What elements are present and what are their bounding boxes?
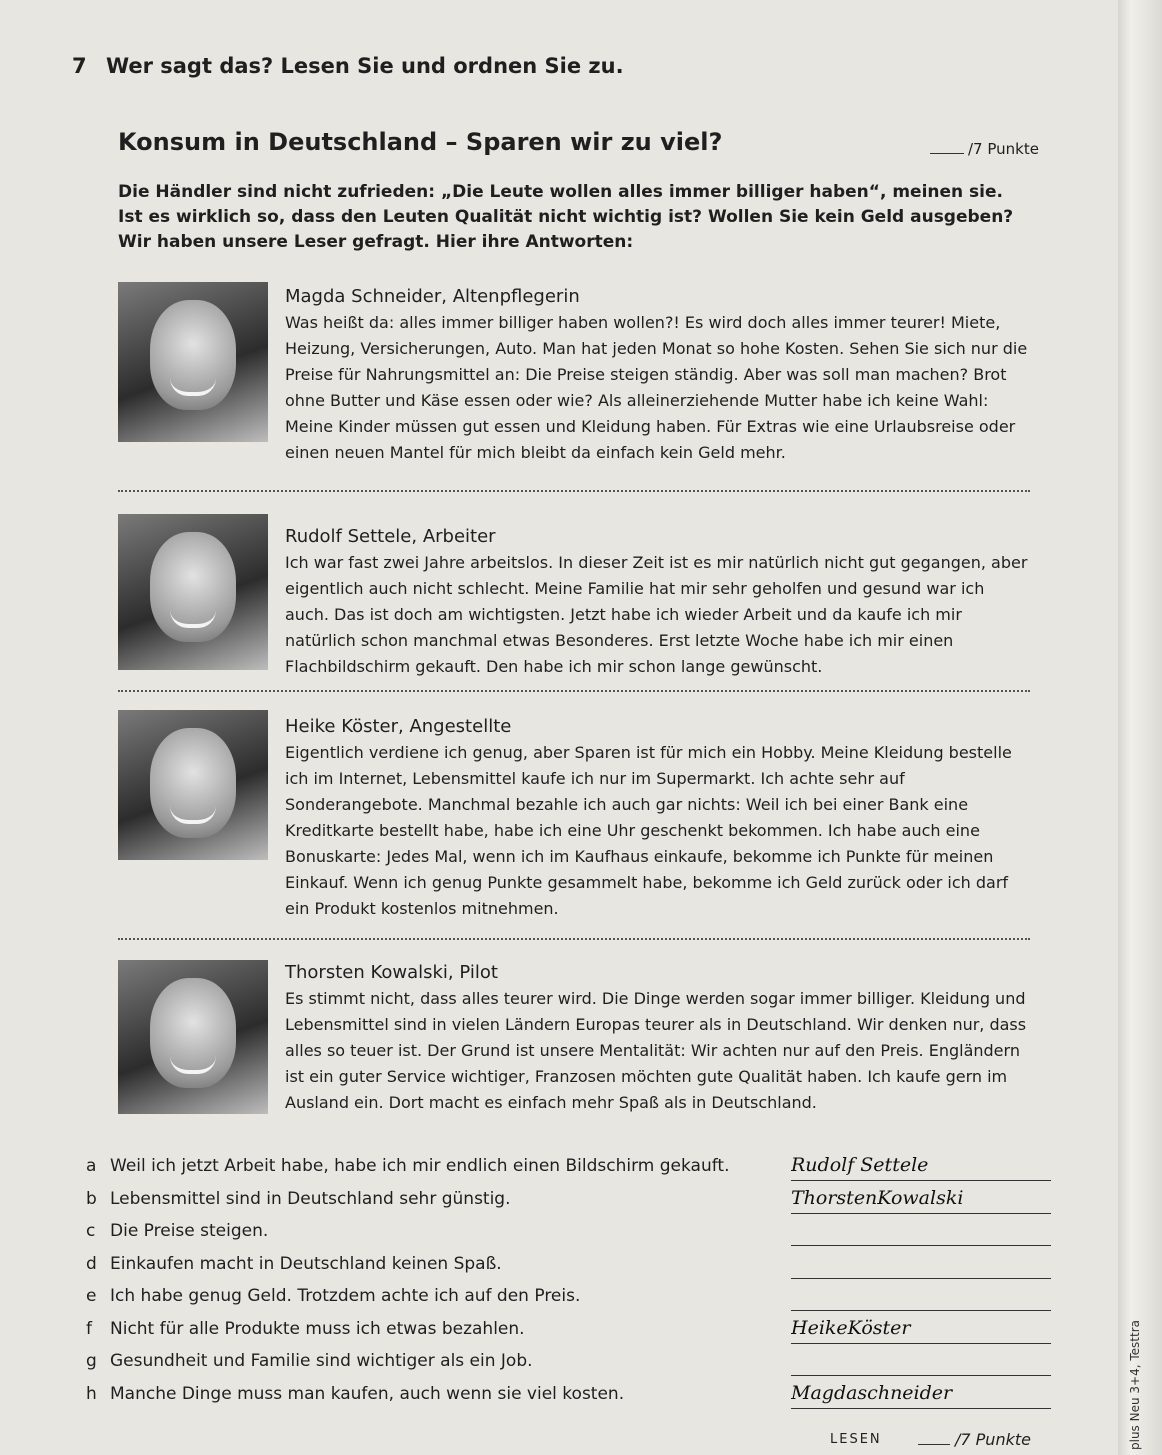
answer-field[interactable]	[791, 1252, 1051, 1279]
statement-letter: a	[86, 1156, 97, 1176]
portrait-photo-magda	[118, 282, 268, 442]
statement-row	[86, 1252, 1056, 1285]
answer-field[interactable]: Magdaschneider	[791, 1382, 1051, 1409]
article-heading: Konsum in Deutschland – Sparen wir zu viel?	[118, 128, 723, 156]
person-name: Thorsten Kowalski, Pilot	[285, 962, 498, 983]
statement-text: Lebensmittel sind in Deutschland sehr günstig.	[110, 1188, 511, 1209]
divider	[118, 938, 1030, 940]
statement-row	[86, 1187, 1056, 1220]
statement-letter: d	[86, 1253, 97, 1274]
exercise-number: 7	[72, 54, 87, 78]
exercise-header	[72, 54, 624, 78]
answer-field[interactable]	[791, 1349, 1051, 1376]
answer-field[interactable]: Rudolf Settele	[791, 1154, 1051, 1181]
divider	[118, 490, 1030, 492]
answer-field[interactable]	[791, 1284, 1051, 1311]
divider	[118, 690, 1030, 692]
points-blank[interactable]	[930, 153, 964, 154]
statement-letter: c	[86, 1221, 96, 1241]
statement-text: Ich habe genug Geld. Trotzdem achte ich auf den Preis.	[110, 1286, 581, 1306]
statement-letter: h	[86, 1383, 97, 1404]
answer-field[interactable]: HeikeKöster	[791, 1317, 1051, 1344]
statement-text: Einkaufen macht in Deutschland keinen Spaß.	[110, 1253, 502, 1274]
exercise-points: /7 Punkte	[930, 140, 1039, 158]
statement-text: Nicht für alle Produkte muss ich etwas bezahlen.	[110, 1318, 525, 1339]
footer-points: /7 Punkte	[918, 1430, 1031, 1449]
statement-list	[86, 1154, 1056, 1414]
statement-text: Die Preise steigen.	[110, 1221, 269, 1241]
person-entry	[285, 960, 1030, 1116]
person-entry	[285, 524, 1030, 680]
statement-text: Gesundheit und Familie sind wichtiger als ein Job.	[110, 1351, 533, 1371]
portrait-photo-thorsten	[118, 960, 268, 1114]
next-page-edge	[1118, 0, 1162, 1455]
statement-text: Manche Dinge muss man kaufen, auch wenn sie viel kosten.	[110, 1383, 625, 1404]
footer-points-blank[interactable]	[918, 1444, 950, 1445]
answer-field[interactable]: ThorstenKowalski	[791, 1187, 1051, 1214]
statement-row	[86, 1284, 1056, 1317]
person-text: Es stimmt nicht, dass alles teurer wird. Die Dinge werden sogar immer billiger. Kleidung und Lebensmittel sind in vielen Ländern Europas teurer als in Deutschland. Wir denken nur, dass alles so teuer ist. Der Grund ist unsere Mentalität: Wir achten nur auf den Preis. Engländern ist ein guter Service wichtiger, Franzosen möchten gute Qualität haben. Ich kaufe gern im Ausland ein. Dort macht es einfach mehr Spaß als in Deutschland.	[285, 989, 1027, 1112]
person-name: Rudolf Settele, Arbeiter	[285, 526, 496, 547]
statement-row	[86, 1382, 1056, 1415]
statement-row	[86, 1219, 1056, 1252]
statement-letter: f	[86, 1318, 92, 1339]
exercise-instruction: Wer sagt das? Lesen Sie und ordnen Sie zu.	[105, 54, 624, 78]
person-name: Magda Schneider, Altenpflegerin	[285, 286, 580, 307]
answer-field[interactable]	[791, 1219, 1051, 1246]
portrait-photo-rudolf	[118, 514, 268, 670]
person-text: Eigentlich verdiene ich genug, aber Sparen ist für mich ein Hobby. Meine Kleidung bestelle ich im Internet, Lebensmittel kaufe ich nur im Supermarkt. Ich achte sehr auf Sonderangebote. Manchmal bezahle ich auch gar nichts: Weil ich bei einer Bank eine Kreditkarte bestellt habe, habe ich eine Uhr geschenkt bekommen. Ich habe auch eine Bonuskarte: Jedes Mal, wenn ich im Kaufhaus einkaufe, bekomme ich Punkte für meinen Einkauf. Wenn ich genug Punkte gesammelt habe, bekomme ich Geld zurück oder ich darf ein Produkt kostenlos mitnehmen.	[285, 743, 1012, 918]
statement-row	[86, 1154, 1056, 1187]
statement-row	[86, 1317, 1056, 1350]
person-entry	[285, 714, 1030, 922]
person-text: Ich war fast zwei Jahre arbeitslos. In dieser Zeit ist es mir natürlich nicht gut gegangen, aber eigentlich auch nicht schlecht. Meine Familie hat mir sehr geholfen und gesund war ich auch. Das ist doch am wichtigsten. Jetzt habe ich wieder Arbeit und da kaufe ich mir natürlich schon manchmal etwas Besonderes. Erst letzte Woche habe ich mir einen Flachbildschirm gekauft. Den habe ich mir schon lange gewünscht.	[285, 553, 1028, 676]
person-text: Was heißt da: alles immer billiger haben wollen?! Es wird doch alles immer teurer! Miete, Heizung, Versicherungen, Auto. Man hat jeden Monat so hohe Kosten. Sehen Sie sich nur die Preise für Nahrungsmittel an: Die Preise steigen ständig. Aber was soll man machen? Brot ohne Butter und Käse essen oder wie? Als alleinerziehende Mutter habe ich keine Wahl: Meine Kinder müssen gut essen und Kleidung haben. Für Extras wie eine Urlaubsreise oder einen neuen Mantel für mich bleibt da einfach kein Geld mehr.	[285, 313, 1028, 462]
side-publisher-text: plus Neu 3+4, Testtra	[1128, 1320, 1142, 1450]
statement-row	[86, 1349, 1056, 1382]
statement-letter: e	[86, 1286, 97, 1306]
portrait-photo-heike	[118, 710, 268, 860]
statement-text: Weil ich jetzt Arbeit habe, habe ich mir endlich einen Bildschirm gekauft.	[110, 1156, 730, 1176]
footer-section-label: LESEN	[830, 1432, 882, 1447]
person-name: Heike Köster, Angestellte	[285, 716, 512, 737]
statement-letter: b	[86, 1188, 97, 1209]
statement-letter: g	[86, 1351, 97, 1371]
article-intro: Die Händler sind nicht zufrieden: „Die Leute wollen alles immer billiger haben“, meinen sie. Ist es wirklich so, dass den Leuten Qualität nicht wichtig ist? Wollen Sie kein Geld ausgeben? Wir haben unsere Leser gefragt. Hier ihre Antworten:	[118, 182, 1014, 252]
person-entry	[285, 284, 1030, 466]
